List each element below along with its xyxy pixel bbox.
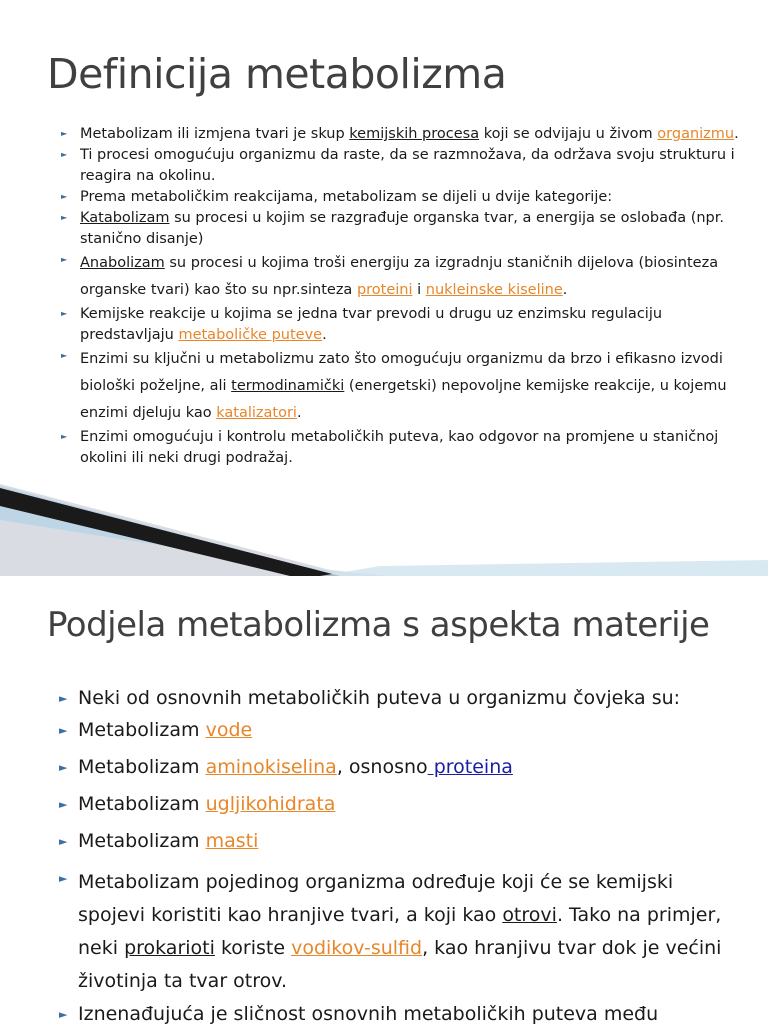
hyperlink[interactable]: aminokiselina xyxy=(205,756,337,778)
list-item xyxy=(59,866,739,998)
bullet-text xyxy=(61,208,741,250)
bullet-text xyxy=(61,187,741,208)
list-item xyxy=(61,427,741,469)
triangle-right-icon: ► xyxy=(59,872,68,885)
text-segment: , kao hranjivu tvar dok je većini životinja ta tvar otrov. xyxy=(78,937,722,992)
hyperlink[interactable]: ugljikohidrata xyxy=(205,793,336,815)
text-segment: Metabolizam xyxy=(78,756,206,778)
hyperlink[interactable]: organizmu xyxy=(657,126,735,142)
list-item xyxy=(59,755,739,779)
hyperlink[interactable]: masti xyxy=(205,830,259,852)
list-item xyxy=(61,250,741,304)
text-segment: Ti procesi omogućuju organizmu da raste, da se razmnožava, da održava svoju strukturu i reagira na okolinu. xyxy=(80,147,735,184)
slide-2-title: Podjela metabolizma s aspekta materije xyxy=(47,605,710,645)
triangle-right-icon: ► xyxy=(59,835,68,848)
list-item xyxy=(61,208,741,250)
list-item xyxy=(59,686,739,710)
slide-1-title: Definicija metabolizma xyxy=(47,50,507,98)
text-segment: , osnosno xyxy=(336,756,428,778)
triangle-right-icon: ► xyxy=(59,761,68,774)
triangle-right-icon: ► xyxy=(61,309,68,318)
bullet-text xyxy=(59,686,739,710)
triangle-right-icon: ► xyxy=(59,1008,68,1021)
hyperlink[interactable]: katalizatori xyxy=(216,405,297,421)
text-segment: su procesi u kojim se razgrađuje organska tvar, a energija se oslobađa (npr. stanično disanje) xyxy=(80,210,724,247)
text-segment: su procesi u kojima troši energiju za izgradnju staničnih dijelova (biosinteza organske tvari) kao što su npr.sinteza xyxy=(80,255,719,298)
hyperlink[interactable]: Anabolizam xyxy=(80,255,165,271)
hyperlink[interactable]: prokarioti xyxy=(124,937,215,959)
text-segment: Metabolizam xyxy=(78,719,206,741)
text-segment: Prema metaboličkim reakcijama, metabolizam se dijeli u dvije kategorije: xyxy=(80,189,613,205)
bullet-text xyxy=(61,427,741,469)
list-item xyxy=(59,829,739,853)
text-segment: Metabolizam pojedinog organizma određuje koji će se kemijski spojevi koristiti kao hranjive tvari, a koji kao xyxy=(78,871,674,926)
bullet-text xyxy=(61,250,741,304)
hyperlink[interactable]: proteini xyxy=(356,282,413,298)
text-segment: Enzimi su ključni u metabolizmu zato što omogućuju organizmu da brzo i efikasno izvodi biološki poželjne, ali xyxy=(80,351,723,394)
list-item xyxy=(59,1002,739,1024)
triangle-right-icon: ► xyxy=(59,798,68,811)
list-item xyxy=(61,346,741,427)
slide-2 xyxy=(0,576,768,1024)
triangle-right-icon: ► xyxy=(61,192,68,201)
list-item xyxy=(59,792,739,816)
bullet-text xyxy=(59,1002,739,1024)
hyperlink[interactable]: termodinamički xyxy=(231,378,345,394)
text-segment: . xyxy=(296,405,302,421)
bullet-text xyxy=(59,829,739,853)
text-segment: koriste xyxy=(214,937,292,959)
slide-2-bullet-list xyxy=(59,686,739,1024)
hyperlink[interactable]: otrovi xyxy=(502,904,557,926)
hyperlink[interactable]: proteina xyxy=(427,756,513,778)
list-item xyxy=(61,304,741,346)
text-segment: . xyxy=(734,126,739,142)
hyperlink[interactable]: nukleinske kiseline xyxy=(425,282,563,298)
swoosh-shadow xyxy=(0,484,390,576)
triangle-right-icon: ► xyxy=(61,351,68,360)
bullet-text xyxy=(61,346,741,427)
bullet-text xyxy=(59,866,739,998)
triangle-right-icon: ► xyxy=(59,692,68,705)
list-item xyxy=(61,187,741,208)
triangle-right-icon: ► xyxy=(61,129,68,138)
bullet-text xyxy=(59,755,739,779)
text-segment: Iznenađujuća je sličnost osnovnih metaboličkih puteva među xyxy=(78,1003,659,1024)
hyperlink[interactable]: kemijskih procesa xyxy=(349,126,480,142)
text-segment: koji se odvijaju u živom xyxy=(479,126,658,142)
hyperlink[interactable]: metaboličke puteve xyxy=(178,327,323,343)
text-segment: Metabolizam ili izmjena tvari je skup xyxy=(80,126,350,142)
triangle-right-icon: ► xyxy=(61,150,68,159)
triangle-right-icon: ► xyxy=(61,432,68,441)
text-segment: Kemijske reakcije u kojima se jedna tvar prevodi u drugu uz enzimsku regulaciju predstavljaju xyxy=(80,306,663,343)
text-segment: . xyxy=(562,282,568,298)
text-segment: Metabolizam xyxy=(78,793,206,815)
text-segment: (energetski) nepovoljne kemijske reakcije, u kojemu enzimi djeluju kao xyxy=(80,378,727,421)
triangle-right-icon: ► xyxy=(61,213,68,222)
decorative-swoosh xyxy=(0,470,768,576)
triangle-right-icon: ► xyxy=(61,255,68,264)
text-segment: i xyxy=(412,282,426,298)
text-segment: Neki od osnovnih metaboličkih puteva u organizmu čovjeka su: xyxy=(78,687,681,709)
swoosh-right-band xyxy=(320,560,768,576)
hyperlink[interactable]: Katabolizam xyxy=(80,210,170,226)
bullet-text xyxy=(59,792,739,816)
triangle-right-icon: ► xyxy=(59,724,68,737)
list-item xyxy=(61,124,741,145)
list-item xyxy=(61,145,741,187)
bullet-text xyxy=(61,304,741,346)
text-segment: . xyxy=(322,327,327,343)
text-segment: . Tako na primjer, neki xyxy=(78,904,722,959)
list-item xyxy=(59,718,739,742)
slide-1-bullet-list xyxy=(61,124,741,469)
bullet-text xyxy=(61,124,741,145)
text-segment: Metabolizam xyxy=(78,830,206,852)
text-segment: Enzimi omogućuju i kontrolu metaboličkih puteva, kao odgovor na promjene u staničnoj okolini ili neki drugi podražaj. xyxy=(80,429,719,466)
hyperlink[interactable]: vodikov-sulfid xyxy=(291,937,423,959)
bullet-text xyxy=(61,145,741,187)
hyperlink[interactable]: vode xyxy=(205,719,253,741)
bullet-text xyxy=(59,718,739,742)
